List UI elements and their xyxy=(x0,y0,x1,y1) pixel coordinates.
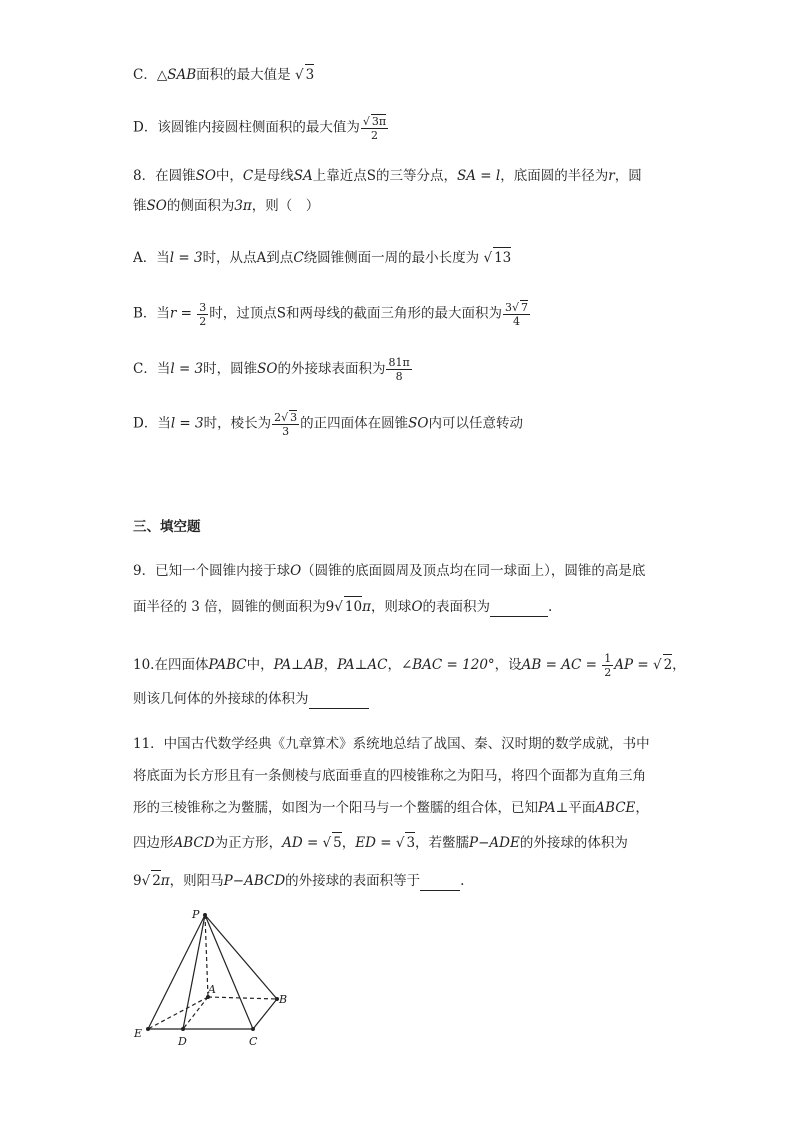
section-title: 三、填空题 xyxy=(133,519,201,535)
q8-option-b: B．当r = $\frac{3}{2}$ 时，过顶点S和两母线的截面三角形的最大面积为 $\frac{3√ 7}{4}$ xyxy=(133,300,529,328)
q11-line-2: 将底面为长方形且有一条侧棱与底面垂直的四棱锥称之为阳马，将四个面都为直角三角 xyxy=(133,768,646,784)
q9-answer-blank[interactable] xyxy=(490,602,548,617)
edge-ae xyxy=(148,997,208,1029)
q10-line-2: 则该几何体的外接球的体积为 xyxy=(133,689,369,709)
q10-line-1: 10.在四面体PABC中，PA⊥AB，PA⊥AC，∠BAC = 120°，设AB = AC = $\frac{1}{2}$ AP = √ 2， xyxy=(133,652,686,679)
q11-line-1: 11．中国古代数学经典《九章算术》系统地总结了战国、秦、汉时期的数学成就，书中 xyxy=(133,736,650,752)
q7-c-value: 3 xyxy=(305,64,315,85)
label-p: P xyxy=(192,908,200,921)
point-d xyxy=(181,1027,185,1031)
edge-cb xyxy=(253,999,277,1029)
q7-c-triangle: △SAB xyxy=(156,67,197,83)
point-c xyxy=(251,1027,255,1031)
q8-line-2: 锥SO的侧面积为3π，则（ ） xyxy=(133,198,320,214)
q11-line-3: 形的三棱锥称之为鳖臑，如图为一个阳马与一个鳖臑的组合体，已知PA⊥平面ABCE， xyxy=(133,800,649,816)
q8-option-c: C．当l = 3时，圆锥SO的外接球表面积为 $\frac{81\pi}{8}$ xyxy=(133,356,410,383)
q8-option-a: A．当l = 3时，从点A到点C绕圆锥侧面一周的最小长度为 √ 13 xyxy=(133,247,511,268)
q7-option-c: C．△SAB面积的最大值是 √ 3 xyxy=(133,64,314,85)
point-e xyxy=(146,1027,150,1031)
edge-ad xyxy=(183,997,208,1029)
edge-pd xyxy=(183,915,205,1029)
q10-answer-blank[interactable] xyxy=(309,694,369,709)
q7-c-text: 面积的最大值是 xyxy=(196,67,291,83)
q7-d-text: D．该圆锥内接圆柱侧面积的最大值为 xyxy=(133,119,360,136)
q7-option-d xyxy=(133,114,389,142)
label-c: C xyxy=(249,1035,258,1048)
q9-line-1: 9．已知一个圆锥内接于球O（圆锥的底面圆周及顶点均在同一球面上），圆锥的高是底 xyxy=(133,563,646,579)
label-b: B xyxy=(279,993,288,1006)
label-d: D xyxy=(178,1035,187,1048)
edge-pe xyxy=(148,915,205,1029)
q11-answer-blank[interactable] xyxy=(420,876,460,891)
pyramid-figure xyxy=(130,905,300,1050)
q7-d-fraction: $\frac{√ 3\pi}{2}$ xyxy=(362,115,387,142)
q11-line-5: 9√ 2π，则阳马P−ABCD的外接球的表面积等于 . xyxy=(133,870,464,891)
q7-c-prefix: C． xyxy=(133,67,157,83)
edge-pc xyxy=(205,915,253,1029)
q11-line-4: 四边形ABCD为正方形，AD = √ 5，ED = √ 3，若鳖臑P−ADE的外接球的体积为 xyxy=(133,832,628,853)
edge-ab xyxy=(208,997,277,999)
label-a: A xyxy=(208,983,216,996)
q9-line-2: 面半径的 3 倍，圆锥的侧面积为9√ 10π，则球O的表面积为 . xyxy=(133,596,552,617)
q8-option-d: D．当l = 3时，棱长为 $\frac{2√ 3}{3}$ 的正四面体在圆锥SO内可以任意转动 xyxy=(133,411,523,438)
label-e: E xyxy=(134,1027,143,1040)
q8-line-1: 8．在圆锥SO中，C是母线SA上靠近点S的三等分点，SA = l，底面圆的半径为r，圆 xyxy=(133,168,642,184)
point-p xyxy=(203,913,207,917)
